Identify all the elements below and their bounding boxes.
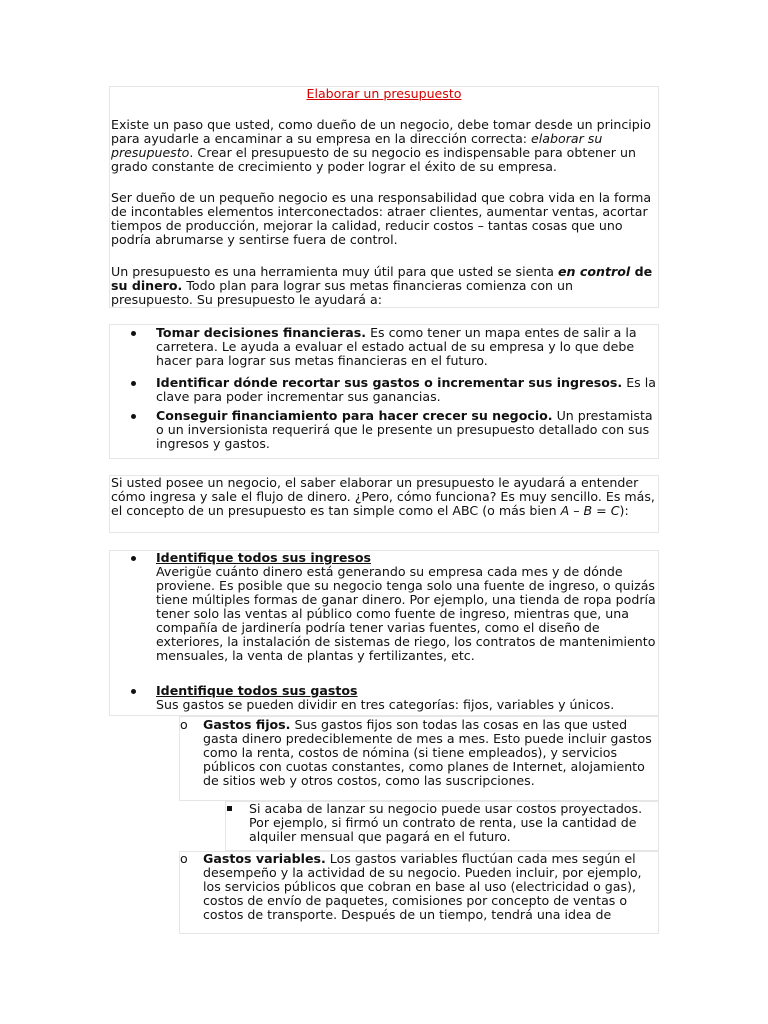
list-item: Identificar dónde recortar sus gastos o incrementar sus ingresos. Es la clave para poder incrementar sus ganancias.	[156, 375, 656, 404]
bullet-icon	[131, 414, 136, 419]
list-item: Identifique todos sus gastos Sus gastos se pueden dividir en tres categorías: fijos, variables y únicos.	[156, 683, 615, 712]
list-item: Si acaba de lanzar su negocio puede usar costos proyectados. Por ejemplo, si firmó un contrato de renta, use la cantidad de alquiler mensual que pagará en el futuro.	[249, 801, 643, 844]
circle-bullet-icon: o	[180, 717, 188, 732]
bullet-icon	[131, 331, 136, 336]
square-bullet-icon	[227, 806, 232, 811]
list-item: Tomar decisiones financieras. Es como tener un mapa entes de salir a la carretera. Le ayuda a evaluar el estado actual de su empresa y lo que debe hacer para lograr sus metas financieras en el futuro.	[156, 325, 637, 368]
intro-paragraph-2: Ser dueño de un pequeño negocio es una responsabilidad que cobra vida en la forma de incontables elementos interconectados: atraer clientes, aumentar ventas, acortar tiempos de producción, mejorar la calidad, reducir costos – tantas cosas que uno podría abrumarse y sentirse fuera de control.	[111, 190, 652, 247]
bullet-icon	[131, 689, 136, 694]
bullet-icon	[131, 381, 136, 386]
abc-section	[109, 475, 659, 533]
list-item: Gastos fijos. Sus gastos fijos son todas las cosas en las que usted gasta dinero predeciblemente de mes a mes. Esto puede incluir gastos como la renta, costos de nómina (si tiene empleados), y servicios públicos con cuotas constantes, como planes de Internet, alojamiento de sitios web y otros costos, como las suscripciones.	[203, 717, 652, 788]
list-item: Identifique todos sus ingresos Averigüe cuánto dinero está generando su empresa cada mes y de dónde proviene. Es posible que su negocio tenga solo una fuente de ingreso, o quizás tiene múltiples formas de ganar dinero. Por ejemplo, una tienda de ropa podría tener solo las ventas al público como fuente de ingreso, mientras que, una compañía de jardinería podría tener varias fuentes, como el diseño de exteriores, la instalación de sistemas de riego, los contratos de mantenimiento mensuales, la venta de plantas y fertilizantes, etc.	[156, 550, 656, 663]
intro-paragraph-3: Un presupuesto es una herramienta muy útil para que usted se sienta en control de su dinero. Todo plan para lograr sus metas financieras comienza con un presupuesto. Su presupuesto le ayudará a:	[111, 264, 653, 307]
intro-section	[109, 86, 659, 308]
list-item: Gastos variables. Los gastos variables fluctúan cada mes según el desempeño y la actividad de su negocio. Pueden incluir, por ejemplo, los servicios públicos que cobran en base al uso (electricidad o gas), costos de envío de paquetes, comisiones por concepto de ventas o costos de transporte. Después de un tiempo, tendrá una idea de	[203, 851, 642, 922]
intro-paragraph-1: Existe un paso que usted, como dueño de un negocio, debe tomar desde un principio para ayudarle a encaminar a su empresa en la dirección correcta: elaborar su presupuesto. Crear el presupuesto de su negocio es indispensable para obtener un grado constante de crecimiento y poder lograr el éxito de su empresa.	[111, 117, 651, 174]
bullet-icon	[131, 556, 136, 561]
page-title[interactable]: Elaborar un presupuesto	[306, 86, 462, 101]
list-item: Conseguir financiamiento para hacer crecer su negocio. Un prestamista o un inversionista requerirá que le presente un presupuesto detallado con sus ingresos y gastos.	[156, 408, 653, 451]
abc-paragraph: Si usted posee un negocio, el saber elaborar un presupuesto le ayudará a entender cómo ingresa y sale el flujo de dinero. ¿Pero, cómo funciona? Es muy sencillo. Es más, el concepto de un presupuesto es tan simple como el ABC (o más bien A – B = C):	[111, 475, 655, 518]
circle-bullet-icon: o	[180, 851, 188, 866]
